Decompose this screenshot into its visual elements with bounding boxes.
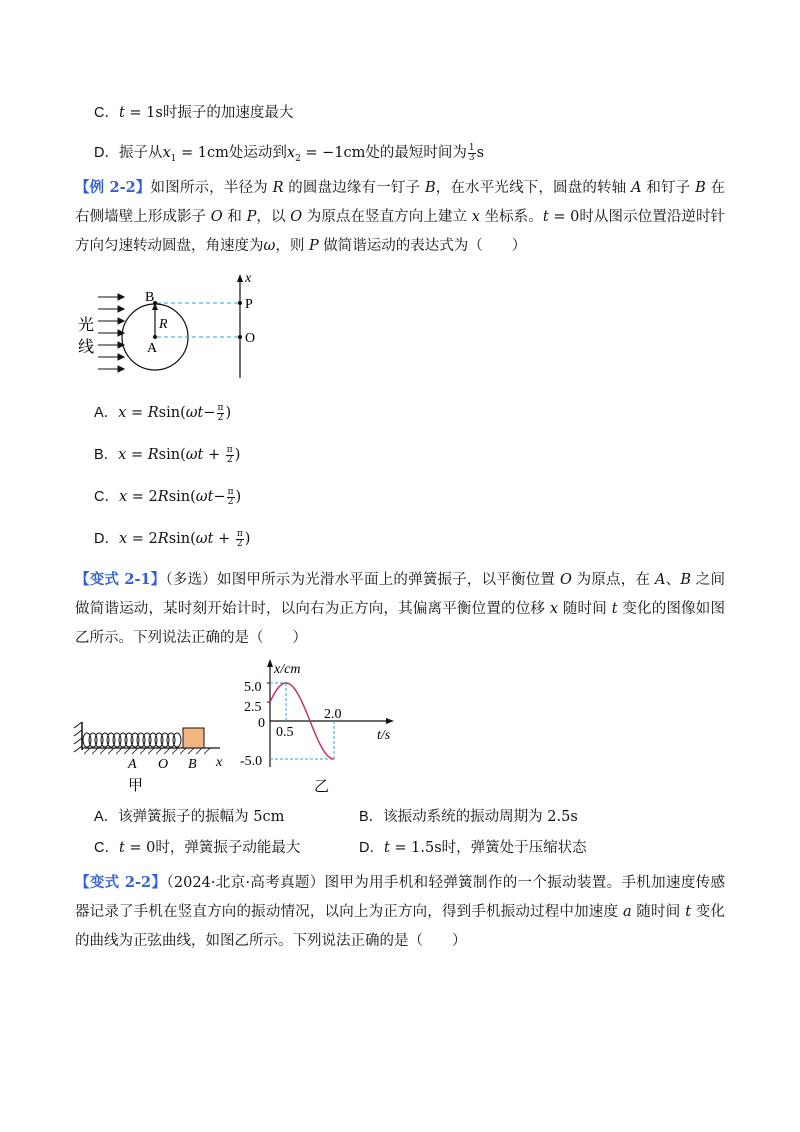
oscillator-block xyxy=(183,728,204,748)
label-p: P xyxy=(245,297,253,312)
example-tag: 【例 2-2】 xyxy=(75,179,151,196)
label-a: A xyxy=(128,757,137,772)
variation-tag: 【变式 2-2】 xyxy=(75,874,167,891)
y-axis-label: x/cm xyxy=(274,662,301,677)
y-axis-arrow xyxy=(267,659,273,667)
x-tick-2.0: 2.0 xyxy=(324,707,342,722)
point-p xyxy=(238,301,242,305)
x-axis-arrow xyxy=(386,718,394,724)
x-axis-label: t/s xyxy=(377,728,391,743)
spring-oscillator-figure xyxy=(70,718,240,800)
label-x: x xyxy=(216,755,223,770)
example-option-d: D．x = 2Rsin(ωt + $\frac{\pi}{2}$ ) xyxy=(94,528,251,549)
label-b: B xyxy=(145,290,155,305)
light-label-2: 线 xyxy=(78,339,95,356)
label-a: A xyxy=(147,341,158,356)
floor-hatch xyxy=(84,748,210,754)
spring xyxy=(83,733,181,747)
point-o xyxy=(238,335,242,339)
label-o: O xyxy=(158,757,169,772)
x-tick-0.5: 0.5 xyxy=(276,725,294,740)
label-x: x xyxy=(245,271,252,286)
variation-option-b: B．该振动系统的振动周期为 2.5s xyxy=(359,809,578,825)
example-option-a: A．x = Rsin(ωt− $\frac{\pi}{2}$ ) xyxy=(94,402,232,423)
variation-option-a: A．该弹簧振子的振幅为 5cm xyxy=(94,809,285,825)
variation-2-1-stem: 【变式 2-1】（多选）如图甲所示为光滑水平面上的弹簧振子，以平衡位置 O 为原点，在 A、B 之间做简谐运动，某时刻开始计时，以向右为正方向，其偏离平衡位置的位移 x 随时间 t 变化的图像如图乙所示。下列说法正确的是（ ） xyxy=(75,571,726,646)
y-tick-5: 5.0 xyxy=(244,680,262,695)
label-r: R xyxy=(159,317,168,332)
variation-option-d: D．t = 1.5s时，弹簧处于压缩状态 xyxy=(359,840,587,856)
prev-option-c: C．t = 1s时振子的加速度最大 xyxy=(94,105,294,121)
y-tick-neg5: -5.0 xyxy=(240,754,263,769)
axis-a xyxy=(153,335,157,339)
example-2-2-stem: 【例 2-2】如图所示，半径为 R 的圆盘边缘有一钉子 B，在水平光线下，圆盘的转轴 A 和钉子 B 在右侧墙壁上形成影子 O 和 P，以 O 为原点在竖直方向上建立 x 坐标系。t = 0时从图示位置沿逆时针方向匀速转动圆盘，角速度为ω，则 P 做简谐运动的表达式为（ ） xyxy=(75,179,726,254)
label-o: O xyxy=(245,331,256,346)
light-arrows xyxy=(98,294,124,372)
displacement-time-chart xyxy=(240,655,410,795)
light-label-1: 光 xyxy=(78,317,95,334)
example-option-b: B．x = Rsin(ωt + $\frac{\pi}{2}$ ) xyxy=(94,444,241,465)
caption-yi: 乙 xyxy=(314,779,330,795)
caption-jia: 甲 xyxy=(128,778,144,794)
y-tick-2.5: 2.5 xyxy=(244,700,262,715)
disk-shadow-figure xyxy=(70,270,270,380)
prev-option-d: D．振子从$x_1 = 1cm$处运动到$x_2 = -1cm$处的最短时间为 $\frac{1}{3}$ s xyxy=(94,142,485,164)
variation-option-c: C．t = 0时，弹簧振子动能最大 xyxy=(94,840,301,856)
example-option-c: C．x = 2Rsin(ωt− $\frac{\pi}{2}$ ) xyxy=(94,486,242,507)
y-tick-0: 0 xyxy=(258,716,265,731)
wall-hatch xyxy=(74,722,82,752)
variation-2-2-stem: 【变式 2-2】（2024·北京·高考真题）图甲为用手机和轻弹簧制作的一个振动装置。手机加速度传感器记录了手机在竖直方向的振动情况，以向上为正方向，得到手机振动过程中加速度 a 随时间 t 变化的曲线为正弦曲线，如图乙所示。下列说法正确的是（ ） xyxy=(75,874,726,949)
label-b: B xyxy=(188,757,197,772)
variation-tag: 【变式 2-1】 xyxy=(75,571,166,588)
